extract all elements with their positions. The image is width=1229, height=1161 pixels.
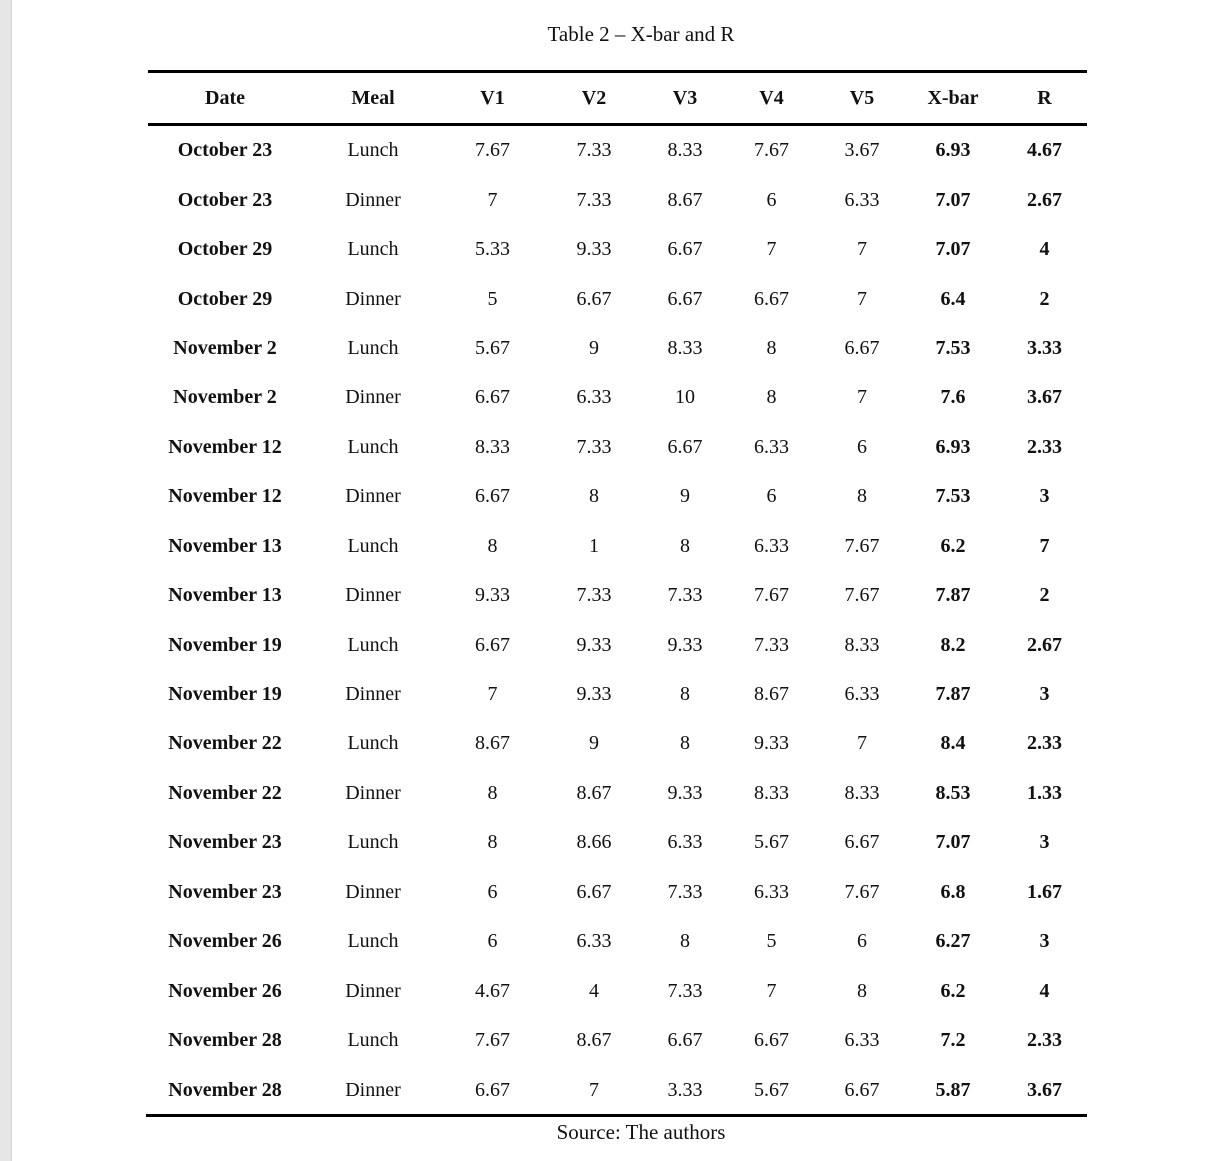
cell-v3: 9 (680, 485, 690, 508)
cell-meal: Lunch (347, 831, 399, 854)
cell-date: November 23 (168, 831, 282, 854)
cell-v5: 7 (857, 287, 867, 310)
cell-date: November 12 (168, 435, 282, 458)
cell-v1: 7.67 (475, 139, 510, 162)
cell-xbar: 6.93 (935, 435, 971, 458)
cell-v1: 6.67 (475, 1078, 510, 1101)
header-xbar: X-bar (927, 86, 979, 109)
cell-v4: 8.33 (754, 781, 789, 804)
cell-v4: 8 (766, 386, 777, 409)
cell-v2: 6.67 (576, 287, 612, 310)
cell-v2: 9.33 (576, 633, 612, 656)
cell-v4: 5.67 (754, 1078, 789, 1101)
table-caption: Table 2 – X-bar and R (547, 22, 735, 46)
table-row (148, 868, 1087, 917)
cell-v2: 7.33 (576, 188, 612, 211)
cell-v1: 8.67 (475, 732, 510, 755)
cell-r: 3 (1039, 930, 1050, 953)
cell-v5: 8.33 (844, 633, 880, 656)
cell-meal: Lunch (347, 930, 399, 953)
cell-v1: 5.33 (475, 238, 510, 261)
cell-v5: 7.67 (844, 534, 880, 557)
cell-v1: 6.67 (475, 386, 510, 409)
cell-v1: 6.67 (475, 485, 510, 508)
cell-r: 3 (1039, 831, 1050, 854)
cell-meal: Lunch (347, 633, 399, 656)
cell-v5: 8 (857, 979, 867, 1002)
cell-v5: 6 (857, 930, 867, 953)
cell-v4: 6 (766, 485, 777, 508)
header-v4: V4 (759, 86, 784, 109)
table-row (148, 571, 1087, 620)
cell-v1: 7 (487, 188, 498, 211)
cell-v1: 4.67 (475, 979, 510, 1002)
cell-v3: 6.33 (667, 831, 703, 854)
cell-date: November 2 (173, 386, 277, 409)
header-v3: V3 (672, 86, 698, 109)
table-row (148, 769, 1087, 818)
table-row (148, 175, 1087, 224)
cell-date: November 19 (168, 633, 282, 656)
table-row (148, 274, 1087, 323)
cell-v4: 8.67 (754, 683, 789, 706)
cell-v3: 9.33 (667, 781, 703, 804)
cell-v4: 6.33 (754, 435, 789, 458)
cell-v5: 8.33 (844, 781, 880, 804)
table-row (148, 225, 1087, 274)
table-row (148, 719, 1087, 768)
cell-r: 4.67 (1027, 139, 1062, 162)
cell-meal: Dinner (345, 188, 401, 211)
table-row (148, 1016, 1087, 1065)
cell-v3: 6.67 (667, 435, 703, 458)
xbar-r-table (148, 73, 1087, 1115)
cell-xbar: 7.07 (935, 238, 971, 261)
cell-v1: 5 (487, 287, 498, 310)
cell-v2: 9.33 (576, 238, 612, 261)
cell-date: October 29 (177, 238, 273, 261)
cell-v3: 7.33 (667, 880, 703, 903)
cell-meal: Lunch (347, 732, 399, 755)
cell-r: 2 (1039, 584, 1050, 607)
cell-v1: 7.67 (475, 1029, 510, 1052)
cell-meal: Dinner (345, 386, 401, 409)
cell-v1: 9.33 (475, 584, 510, 607)
cell-date: November 2 (173, 336, 277, 359)
cell-v2: 8.67 (576, 781, 612, 804)
cell-meal: Lunch (347, 238, 399, 261)
cell-meal: Lunch (347, 336, 399, 359)
header-date: Date (205, 86, 245, 109)
cell-xbar: 8.53 (935, 781, 971, 804)
cell-v5: 6.33 (844, 188, 880, 211)
cell-xbar: 8.4 (940, 732, 966, 755)
cell-v2: 6.33 (576, 930, 612, 953)
cell-meal: Lunch (347, 534, 399, 557)
cell-date: October 23 (177, 188, 273, 211)
table-row (148, 917, 1087, 966)
header-v1: V1 (480, 86, 505, 109)
cell-v4: 6.33 (754, 880, 789, 903)
cell-v5: 6.67 (844, 1078, 880, 1101)
cell-v5: 6.67 (844, 831, 880, 854)
cell-v3: 6.67 (667, 238, 703, 261)
cell-xbar: 7.07 (935, 188, 971, 211)
cell-v5: 7 (857, 238, 867, 261)
cell-v3: 8.33 (667, 336, 703, 359)
cell-v2: 6.33 (576, 386, 612, 409)
cell-r: 1.67 (1027, 880, 1062, 903)
table-row (148, 818, 1087, 867)
cell-r: 2 (1039, 287, 1050, 310)
cell-r: 4 (1039, 238, 1050, 261)
cell-v3: 8 (680, 732, 690, 755)
cell-v4: 8 (766, 336, 777, 359)
cell-v2: 7.33 (576, 435, 612, 458)
cell-v4: 6 (766, 188, 777, 211)
cell-xbar: 6.8 (940, 880, 966, 903)
cell-v1: 8.33 (475, 435, 510, 458)
cell-v2: 6.67 (576, 880, 612, 903)
cell-meal: Dinner (345, 584, 401, 607)
cell-v5: 6.33 (844, 683, 880, 706)
cell-v4: 7 (766, 979, 777, 1002)
cell-v5: 8 (857, 485, 867, 508)
table-row (148, 324, 1087, 373)
header-r: R (1037, 86, 1052, 109)
cell-r: 3.33 (1027, 336, 1062, 359)
cell-date: November 22 (168, 732, 282, 755)
cell-v5: 7.67 (844, 584, 880, 607)
cell-v2: 9.33 (576, 683, 612, 706)
cell-xbar: 8.2 (940, 633, 966, 656)
cell-date: October 23 (177, 139, 273, 162)
table-header-row (148, 73, 1087, 123)
cell-v1: 7 (487, 683, 498, 706)
table-body (148, 123, 1087, 1115)
cell-r: 2.33 (1027, 1029, 1062, 1052)
cell-v1: 8 (487, 781, 498, 804)
cell-v4: 6.33 (754, 534, 789, 557)
cell-date: November 26 (168, 930, 282, 953)
cell-v4: 5.67 (754, 831, 789, 854)
cell-date: November 26 (168, 979, 282, 1002)
cell-r: 2.67 (1027, 633, 1062, 656)
cell-v5: 3.67 (844, 139, 880, 162)
cell-v2: 7.33 (576, 584, 612, 607)
header-v5: V5 (849, 86, 875, 109)
cell-v2: 7 (589, 1078, 599, 1101)
cell-date: November 28 (168, 1078, 282, 1101)
cell-v3: 10 (675, 386, 695, 409)
cell-date: November 12 (168, 485, 282, 508)
cell-v5: 7 (857, 386, 867, 409)
cell-date: November 22 (168, 781, 282, 804)
cell-v5: 6.67 (844, 336, 880, 359)
cell-v4: 7 (766, 238, 777, 261)
cell-v2: 9 (589, 732, 599, 755)
cell-v3: 6.67 (667, 287, 703, 310)
cell-v2: 9 (589, 336, 599, 359)
page-edge (0, 0, 12, 1161)
cell-v4: 9.33 (754, 732, 789, 755)
cell-v2: 8.67 (576, 1029, 612, 1052)
cell-v2: 4 (589, 979, 599, 1002)
cell-xbar: 7.53 (935, 485, 971, 508)
header-meal: Meal (351, 86, 395, 109)
cell-xbar: 6.27 (935, 930, 971, 953)
table-row (148, 670, 1087, 719)
cell-v3: 8 (680, 683, 690, 706)
table-row (148, 423, 1087, 472)
cell-meal: Dinner (345, 485, 401, 508)
cell-v1: 8 (487, 831, 498, 854)
cell-xbar: 6.93 (935, 139, 971, 162)
header-v2: V2 (581, 86, 607, 109)
cell-meal: Dinner (345, 1078, 401, 1101)
cell-r: 3 (1039, 683, 1050, 706)
cell-v4: 7.33 (754, 633, 789, 656)
cell-xbar: 5.87 (935, 1078, 971, 1101)
cell-r: 2.67 (1027, 188, 1062, 211)
table-row (148, 522, 1087, 571)
table-bottom-rule (146, 1114, 1087, 1117)
cell-v1: 6 (487, 880, 498, 903)
cell-v5: 6 (857, 435, 867, 458)
cell-v4: 6.67 (754, 1029, 789, 1052)
cell-v3: 8.33 (667, 139, 703, 162)
cell-meal: Lunch (347, 139, 399, 162)
cell-v3: 7.33 (667, 584, 703, 607)
cell-v4: 7.67 (754, 584, 789, 607)
cell-v1: 6 (487, 930, 498, 953)
cell-date: November 13 (168, 584, 282, 607)
cell-xbar: 7.53 (935, 336, 971, 359)
table-source-note: Source: The authors (556, 1120, 726, 1144)
cell-v4: 7.67 (754, 139, 789, 162)
cell-r: 1.33 (1027, 781, 1062, 804)
cell-r: 3.67 (1027, 386, 1062, 409)
cell-meal: Lunch (347, 1029, 399, 1052)
cell-meal: Dinner (345, 683, 401, 706)
cell-r: 3.67 (1027, 1078, 1062, 1101)
cell-date: October 29 (177, 287, 273, 310)
cell-xbar: 7.2 (940, 1029, 966, 1052)
cell-v3: 6.67 (667, 1029, 703, 1052)
cell-date: November 23 (168, 880, 282, 903)
cell-meal: Dinner (345, 287, 401, 310)
cell-r: 2.33 (1027, 732, 1062, 755)
table-row (148, 373, 1087, 422)
cell-xbar: 7.07 (935, 831, 971, 854)
cell-date: November 28 (168, 1029, 282, 1052)
cell-v2: 8 (589, 485, 599, 508)
cell-meal: Dinner (345, 781, 401, 804)
cell-v4: 5 (766, 930, 777, 953)
cell-v3: 9.33 (667, 633, 703, 656)
cell-meal: Lunch (347, 435, 399, 458)
cell-r: 7 (1039, 534, 1050, 557)
table-row (148, 1065, 1087, 1114)
cell-v3: 7.33 (667, 979, 703, 1002)
cell-r: 4 (1039, 979, 1050, 1002)
cell-v5: 7.67 (844, 880, 880, 903)
cell-v2: 8.66 (576, 831, 612, 854)
cell-xbar: 7.6 (940, 386, 966, 409)
cell-date: November 19 (168, 683, 282, 706)
cell-v2: 1 (589, 534, 599, 557)
cell-xbar: 6.2 (940, 979, 966, 1002)
table-row (148, 472, 1087, 521)
cell-v3: 8 (680, 534, 690, 557)
cell-v1: 6.67 (475, 633, 510, 656)
cell-r: 2.33 (1027, 435, 1062, 458)
table-row (148, 126, 1087, 175)
cell-meal: Dinner (345, 880, 401, 903)
cell-v1: 8 (487, 534, 498, 557)
cell-v5: 6.33 (844, 1029, 880, 1052)
cell-v4: 6.67 (754, 287, 789, 310)
cell-v5: 7 (857, 732, 867, 755)
cell-meal: Dinner (345, 979, 401, 1002)
cell-xbar: 6.2 (940, 534, 966, 557)
cell-xbar: 6.4 (940, 287, 966, 310)
table-row (148, 620, 1087, 669)
cell-r: 3 (1039, 485, 1050, 508)
cell-v1: 5.67 (475, 336, 510, 359)
cell-v3: 8 (680, 930, 690, 953)
cell-xbar: 7.87 (935, 683, 971, 706)
cell-v3: 3.33 (667, 1078, 703, 1101)
cell-xbar: 7.87 (935, 584, 971, 607)
cell-v3: 8.67 (667, 188, 703, 211)
table-row (148, 966, 1087, 1015)
cell-v2: 7.33 (576, 139, 612, 162)
cell-date: November 13 (168, 534, 282, 557)
